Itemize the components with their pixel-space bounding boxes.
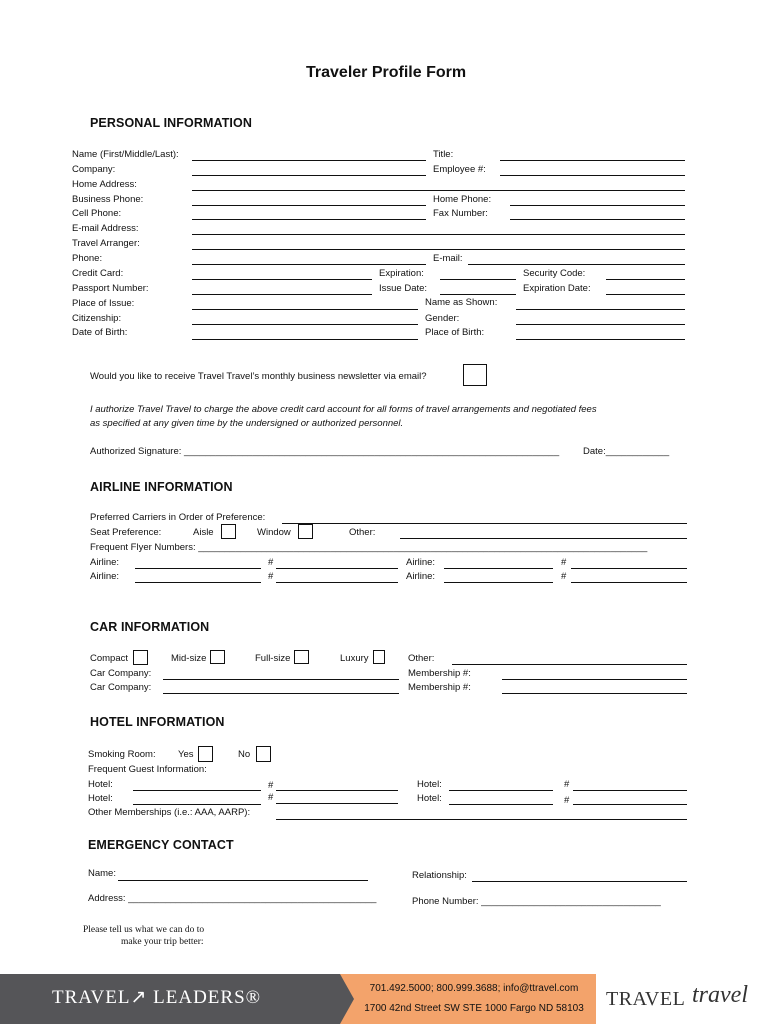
airline-field-2[interactable]	[444, 568, 553, 569]
home-phone-label: Home Phone:	[433, 194, 492, 205]
airline-label-1: Airline:	[90, 557, 120, 568]
note-line2: make your trip better:	[121, 937, 204, 947]
hotel-hash-3: #	[268, 792, 274, 803]
seat-other-label: Other:	[349, 527, 376, 538]
airline-number-field-3[interactable]	[276, 582, 398, 583]
airline-hash-4: #	[561, 571, 567, 582]
hotel-label-1: Hotel:	[88, 779, 113, 790]
title-field[interactable]	[500, 160, 685, 161]
airline-field-1[interactable]	[135, 568, 261, 569]
smoking-no-checkbox[interactable]	[256, 746, 271, 762]
airline-number-field-2[interactable]	[571, 568, 687, 569]
authorization-line2: as specified at any given time by the undersigned or authorized personnel.	[90, 418, 404, 429]
airline-label-4: Airline:	[406, 571, 436, 582]
other-memberships-field[interactable]	[276, 819, 687, 820]
pob-field[interactable]	[516, 339, 685, 340]
email-field[interactable]	[468, 264, 685, 265]
home-address-field[interactable]	[192, 190, 685, 191]
midsize-label: Mid-size	[171, 653, 207, 664]
hotel-label-2: Hotel:	[417, 779, 442, 790]
emergency-address-field[interactable]: Address: _______________________________________________	[88, 893, 377, 904]
passport-field[interactable]	[192, 294, 372, 295]
compact-checkbox[interactable]	[133, 650, 148, 665]
car-company-label-2: Car Company:	[90, 682, 152, 693]
place-of-issue-label: Place of Issue:	[72, 298, 135, 309]
window-label: Window	[257, 527, 291, 538]
fax-field[interactable]	[510, 219, 685, 220]
phone-field[interactable]	[192, 264, 426, 265]
dob-label: Date of Birth:	[72, 327, 128, 338]
smoking-no-label: No	[238, 749, 251, 760]
seat-other-field[interactable]	[400, 538, 687, 539]
company-field[interactable]	[192, 175, 426, 176]
expiration-label: Expiration:	[379, 268, 424, 279]
travel-travel-logo-word1: TRAVEL	[606, 988, 686, 1010]
company-label: Company:	[72, 164, 116, 175]
note-line1: Please tell us what we can do to	[83, 925, 205, 935]
smoking-room-label: Smoking Room:	[88, 749, 156, 760]
car-company-label-1: Car Company:	[90, 668, 152, 679]
home-phone-field[interactable]	[510, 205, 685, 206]
hotel-field-2[interactable]	[449, 790, 553, 791]
hotel-field-4[interactable]	[449, 804, 553, 805]
car-membership-label-1: Membership #:	[408, 668, 471, 679]
passport-label: Passport Number:	[72, 283, 149, 294]
compact-label: Compact	[90, 653, 129, 664]
email-label: E-mail:	[433, 253, 463, 264]
email-address-field[interactable]	[192, 234, 685, 235]
car-company-field-2[interactable]	[163, 693, 399, 694]
luxury-label: Luxury	[340, 653, 369, 664]
smoking-yes-label: Yes	[178, 749, 194, 760]
footer-contact-panel	[340, 974, 600, 1024]
airline-hash-2: #	[561, 557, 567, 568]
hotel-hash-1: #	[268, 780, 274, 791]
home-address-label: Home Address:	[72, 179, 137, 190]
car-other-field[interactable]	[452, 664, 687, 665]
cell-phone-field[interactable]	[192, 219, 426, 220]
hotel-hash-2: #	[564, 779, 570, 790]
airline-field-4[interactable]	[444, 582, 553, 583]
fullsize-label: Full-size	[255, 653, 291, 664]
car-membership-field-1[interactable]	[502, 679, 687, 680]
security-code-field[interactable]	[606, 279, 685, 280]
footer-contact-line1: 701.492.5000; 800.999.3688; info@ttravel.com	[369, 983, 579, 994]
car-membership-field-2[interactable]	[502, 693, 687, 694]
hotel-hash-4: #	[564, 795, 570, 806]
email-address-label: E-mail Address:	[72, 223, 139, 234]
travel-travel-logo-word2: travel	[692, 982, 748, 1008]
name-field[interactable]	[192, 160, 426, 161]
gender-field[interactable]	[516, 324, 685, 325]
expiration-date-field[interactable]	[606, 294, 685, 295]
place-of-issue-field[interactable]	[192, 309, 418, 310]
smoking-yes-checkbox[interactable]	[198, 746, 213, 762]
hotel-number-field-1[interactable]	[276, 790, 398, 791]
name-as-shown-label: Name as Shown:	[425, 297, 498, 308]
car-other-label: Other:	[408, 653, 435, 664]
preferred-carriers-label: Preferred Carriers in Order of Preference:	[90, 512, 266, 523]
relationship-field[interactable]	[472, 881, 687, 882]
airline-heading: AIRLINE INFORMATION	[90, 480, 233, 494]
airline-hash-1: #	[268, 557, 274, 568]
gender-label: Gender:	[425, 313, 460, 324]
employee-label: Employee #:	[433, 164, 486, 175]
footer-arrow-shape	[340, 974, 354, 1024]
cell-phone-label: Cell Phone:	[72, 208, 122, 219]
preferred-carriers-field[interactable]	[282, 523, 687, 524]
hotel-label-3: Hotel:	[88, 793, 113, 804]
personal-heading: PERSONAL INFORMATION	[90, 116, 252, 130]
midsize-checkbox[interactable]	[210, 650, 225, 664]
newsletter-checkbox[interactable]	[463, 364, 487, 386]
aisle-label: Aisle	[193, 527, 214, 538]
relationship-label: Relationship:	[412, 870, 467, 881]
footer-contact-line2: 1700 42nd Street SW STE 1000 Fargo ND 58103	[364, 1003, 584, 1014]
issue-date-field[interactable]	[440, 294, 516, 295]
hotel-number-field-2[interactable]	[573, 790, 687, 791]
fullsize-checkbox[interactable]	[294, 650, 309, 664]
seat-preference-label: Seat Preference:	[90, 527, 162, 538]
authorized-signature-field[interactable]: Authorized Signature: _______________________________________________________________________	[90, 446, 560, 457]
issue-date-label: Issue Date:	[379, 283, 428, 294]
emergency-phone-field[interactable]: Phone Number: __________________________________	[412, 896, 661, 907]
airline-label-2: Airline:	[406, 557, 436, 568]
credit-card-label: Credit Card:	[72, 268, 124, 279]
airline-field-3[interactable]	[135, 582, 261, 583]
authorization-line1: I authorize Travel Travel to charge the above credit card account for all forms of travel arrangements and negotiated fees	[90, 404, 597, 415]
emergency-name-label: Name:	[88, 868, 116, 879]
newsletter-question: Would you like to receive Travel Travel’s monthly business newsletter via email?	[90, 371, 427, 382]
hotel-label-4: Hotel:	[417, 793, 442, 804]
name-as-shown-field[interactable]	[516, 309, 685, 310]
window-checkbox[interactable]	[298, 524, 313, 539]
citizenship-label: Citizenship:	[72, 313, 122, 324]
name-label: Name (First/Middle/Last):	[72, 149, 179, 160]
hotel-heading: HOTEL INFORMATION	[90, 715, 225, 729]
luxury-checkbox[interactable]	[373, 650, 385, 664]
frequent-guest-label: Frequent Guest Information:	[88, 764, 207, 775]
dob-field[interactable]	[192, 339, 418, 340]
travel-arranger-field[interactable]	[192, 249, 685, 250]
security-code-label: Security Code:	[523, 268, 586, 279]
frequent-flyer-field[interactable]: Frequent Flyer Numbers: _____________________________________________________________________________________	[90, 542, 648, 553]
other-memberships-label: Other Memberships (i.e.: AAA, AARP):	[88, 807, 251, 818]
car-heading: CAR INFORMATION	[90, 620, 210, 634]
travel-arranger-label: Travel Arranger:	[72, 238, 140, 249]
hotel-field-1[interactable]	[133, 790, 261, 791]
business-phone-field[interactable]	[192, 205, 426, 206]
pob-label: Place of Birth:	[425, 327, 485, 338]
car-membership-label-2: Membership #:	[408, 682, 471, 693]
expiration-date-label: Expiration Date:	[523, 283, 591, 294]
car-company-field-1[interactable]	[163, 679, 399, 680]
hotel-field-3[interactable]	[133, 804, 261, 805]
hotel-number-field-4[interactable]	[573, 804, 687, 805]
title-label: Title:	[433, 149, 454, 160]
fax-label: Fax Number:	[433, 208, 488, 219]
expiration-field[interactable]	[440, 279, 516, 280]
travel-leaders-logo: TRAVEL↗ LEADERS®	[52, 987, 262, 1008]
signature-date-field[interactable]: Date:____________	[583, 446, 670, 457]
airline-label-3: Airline:	[90, 571, 120, 582]
phone-label: Phone:	[72, 253, 103, 264]
employee-field[interactable]	[500, 175, 685, 176]
credit-card-field[interactable]	[192, 279, 372, 280]
citizenship-field[interactable]	[192, 324, 418, 325]
page-title: Traveler Profile Form	[306, 64, 467, 81]
aisle-checkbox[interactable]	[221, 524, 236, 539]
airline-hash-3: #	[268, 571, 274, 582]
hotel-number-field-3[interactable]	[276, 803, 398, 804]
airline-number-field-4[interactable]	[571, 582, 687, 583]
emergency-heading: EMERGENCY CONTACT	[88, 838, 234, 852]
airline-number-field-1[interactable]	[276, 568, 398, 569]
business-phone-label: Business Phone:	[72, 194, 144, 205]
emergency-name-field[interactable]	[118, 880, 368, 881]
